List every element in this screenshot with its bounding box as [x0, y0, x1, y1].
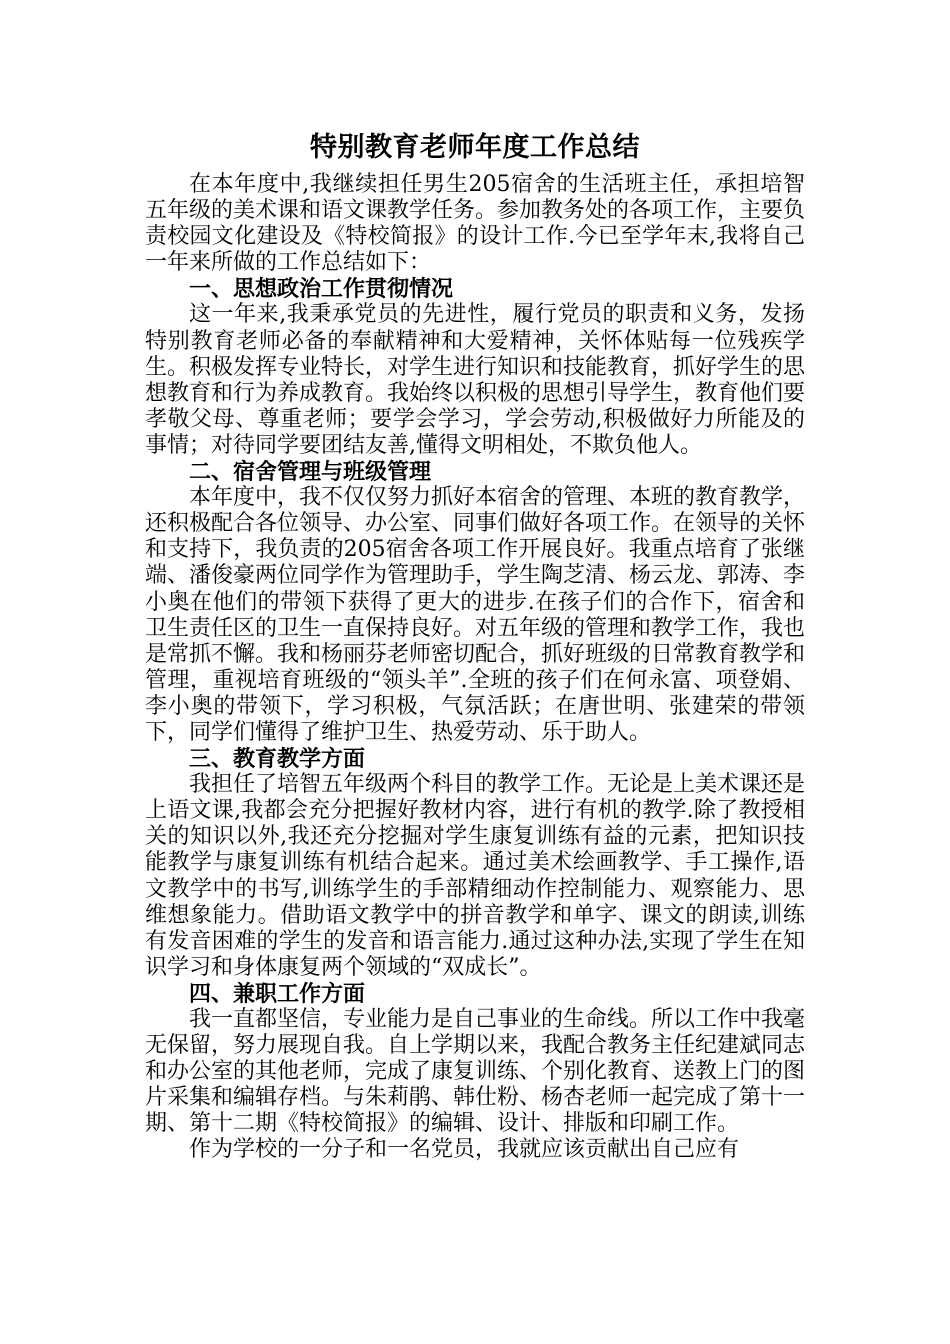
- section-2-paragraph: 本年度中，我不仅仅努力抓好本宿舍的管理、本班的教育教学，还积极配合各位领导、办公室、同事们做好各项工作。在领导的关怀和支持下，我负责的205宿舍各项工作开展良好。我重点培育了张继端、潘俊豪两位同学作为管理助手，学生陶芝清、杨云龙、郭涛、李小奥在他们的带领下获得了更大的进步.在孩子们的合作下，宿舍和卫生责任区的卫生一直保持良好。对五年级的管理和教学工作，我也是常抓不懈。我和杨丽芬老师密切配合，抓好班级的日常教育教学和管理，重视培育班级的“领头羊”.全班的孩子们在何永富、项登娟、李小奥的带领下，学习积极，气氛活跃；在唐世明、张建荣的带领下，同学们懂得了维护卫生、热爱劳动、乐于助人。: [145, 485, 806, 745]
- section-1-paragraph: 这一年来,我秉承党员的先进性，履行党员的职责和义务，发扬特别教育老师必备的奉献精神和大爱精神，关怀体贴每一位残疾学生。积极发挥专业特长，对学生进行知识和技能教育，抓好学生的思想教育和行为养成教育。我始终以积极的思想引导学生，教育他们要孝敬父母、尊重老师；要学会学习，学会劳动,积极做好力所能及的事情；对待同学要团结友善,懂得文明相处，不欺负他人。: [145, 302, 806, 458]
- document-title: 特别教育老师年度工作总结: [310, 132, 640, 163]
- intro-paragraph: 在本年度中,我继续担任男生205宿舍的生活班主任，承担培智五年级的美术课和语文课教学任务。参加教务处的各项工作，主要负责校园文化建设及《特校简报》的设计工作.今已至学年末,我将自己一年来所做的工作总结如下：: [145, 172, 806, 276]
- section-3-paragraph: 我担任了培智五年级两个科目的教学工作。无论是上美术课还是上语文课,我都会充分把握好教材内容，进行有机的教学.除了教授相关的知识以外,我还充分挖掘对学生康复训练有益的元素，把知识技能教学与康复训练有机结合起来。通过美术绘画教学、手工操作,语文教学中的书写,训练学生的手部精细动作控制能力、观察能力、思维想象能力。借助语文教学中的拼音教学和单字、课文的朗读,训练有发音困难的学生的发音和语言能力.通过这种办法,实现了学生在知识学习和身体康复两个领域的“双成长”。: [145, 772, 806, 980]
- section-1-heading: 一、思想政治工作贯彻情况: [189, 276, 454, 303]
- section-2-heading: 二、宿舍管理与班级管理: [189, 459, 432, 486]
- section-4-paragraph-2: 作为学校的一分子和一名党员，我就应该贡献出自己应有: [189, 1137, 740, 1163]
- section-4-paragraph-1: 我一直都坚信，专业能力是自己事业的生命线。所以工作中我毫无保留，努力展现自我。自上学期以来，我配合教务主任纪建斌同志和办公室的其他老师，完成了康复训练、个别化教育、送教上门的图片采集和编辑存档。与朱莉鹃、韩仕粉、杨杏老师一起完成了第十一期、第十二期《特校简报》的编辑、设计、排版和印刷工作。: [145, 1007, 806, 1137]
- document-body: [145, 126, 805, 1164]
- section-3-heading: 三、教育教学方面: [189, 746, 366, 773]
- section-4-heading: 四、兼职工作方面: [189, 980, 366, 1007]
